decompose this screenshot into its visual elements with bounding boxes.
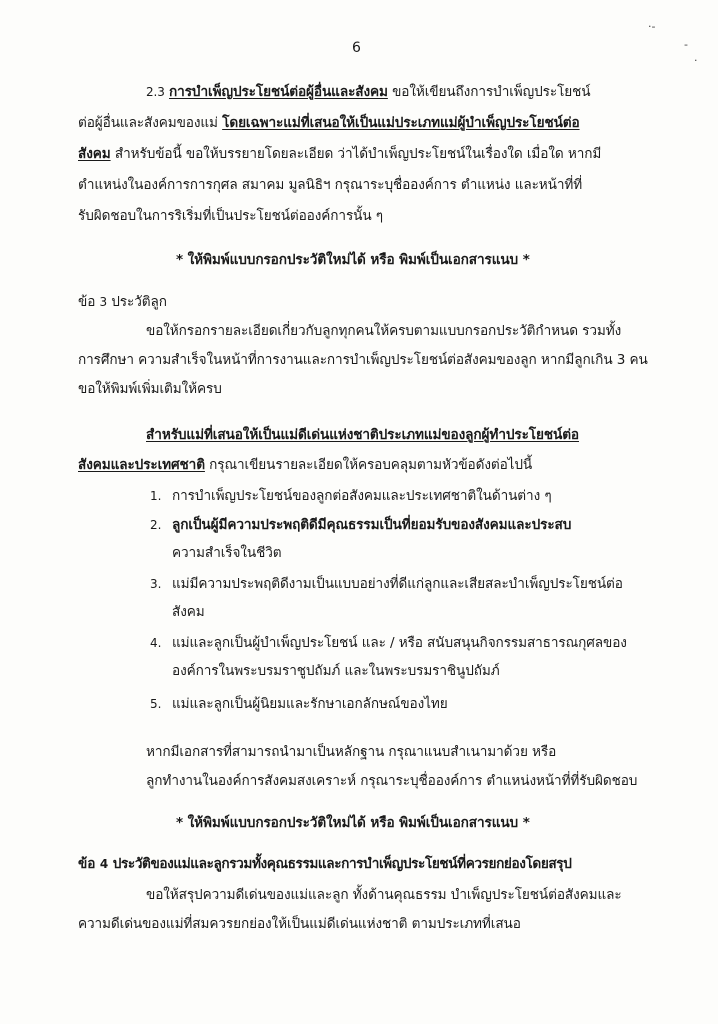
text-run: สำหรับข้อนี้ ขอให้บรรยายโดยละเอียด ว่าได้บำเพ็ญประโยชน์ในเรื่องใด เมื่อใด หากมี (110, 146, 602, 162)
section-2-3-line-4: ตำแหน่งในองค์การการกุศล สมาคม มูลนิธิฯ กรุณาระบุชื่อองค์การ ตำแหน่ง และหน้าที่ที่ (78, 177, 583, 193)
subsection-line-2 (78, 455, 532, 475)
list-item: แม่มีความประพฤติดีงามเป็นแบบอย่างที่ดีแก่ลูกและเสียสละบำเพ็ญประโยชน์ต่อ (172, 576, 623, 592)
list-item: ลูกเป็นผู้มีความประพฤติดีมีคุณธรรมเป็นที่ยอมรับของสังคมและประสบ (172, 517, 572, 533)
list-item-continuation: สังคม (172, 604, 205, 620)
text-run: ต่อผู้อื่นและสังคมของแม่ (78, 115, 223, 131)
scan-mark: · (694, 54, 698, 67)
paragraph-line: หากมีเอกสารที่สามารถนำมาเป็นหลักฐาน กรุณาแนบสำเนามาด้วย หรือ (146, 744, 557, 760)
list-item: การบำเพ็ญประโยชน์ของลูกต่อสังคมและประเทศชาติในด้านต่าง ๆ (172, 488, 552, 504)
section-heading: การบำเพ็ญประโยชน์ต่อผู้อื่นและสังคม (169, 84, 388, 100)
section-title: ประวัติลูก (111, 294, 167, 310)
scan-mark: - (684, 38, 688, 51)
paragraph-line: ขอให้พิมพ์เพิ่มเติมให้ครบ (78, 381, 222, 397)
list-item-continuation: องค์การในพระบรมราชูปถัมภ์ และในพระบรมราชินูปถัมภ์ (172, 663, 500, 679)
page-number: 6 (352, 40, 361, 56)
subsection-heading: สำหรับแม่ที่เสนอให้เป็นแม่ดีเด่นแห่งชาติประเภทแม่ของลูกผู้ทำประโยชน์ต่อ (146, 427, 579, 443)
text-run: กรุณาเขียนรายละเอียดให้ครอบคลุมตามหัวข้อดังต่อไปนี้ (204, 457, 533, 473)
list-item: แม่และลูกเป็นผู้นิยมและรักษาเอกลักษณ์ของไทย (172, 696, 448, 712)
emphasis-text: โดยเฉพาะแม่ที่เสนอให้เป็นแม่ประเภทแม่ผู้บำเพ็ญประโยชน์ต่อ (222, 115, 580, 131)
section-2-3-line-3 (78, 144, 601, 164)
list-number: 1. (150, 489, 162, 503)
section-label: ข้อ (78, 856, 96, 872)
section-number: 2.3 (146, 85, 165, 99)
paragraph-line: ลูกทำงานในองค์การสังคมสงเคราะห์ กรุณาระบุชื่อองค์การ ตำแหน่งหน้าที่ที่รับผิดชอบ (146, 773, 638, 789)
scan-mark: ·- (648, 20, 656, 33)
section-2-3-line-1 (146, 82, 590, 102)
section-4-heading (78, 854, 571, 874)
emphasis-text: สังคมและประเทศชาติ (78, 457, 205, 473)
paragraph-line: ขอให้สรุปความดีเด่นของแม่และลูก ทั้งด้านคุณธรรม บำเพ็ญประโยชน์ต่อสังคมและ (146, 887, 622, 903)
section-2-3-line-5: รับผิดชอบในการริเริ่มที่เป็นประโยชน์ต่อองค์การนั้น ๆ (78, 208, 383, 224)
list-number: 5. (150, 697, 162, 711)
section-title: ประวัติของแม่และลูกรวมทั้งคุณธรรมและการบำเพ็ญประโยชน์ที่ควรยกย่องโดยสรุป (112, 856, 572, 872)
list-number: 4. (150, 636, 162, 650)
paragraph-line: การศึกษา ความสำเร็จในหน้าที่การงานและการบำเพ็ญประโยชน์ต่อสังคมของลูก หากมีลูกเกิน 3 คน (78, 352, 648, 368)
print-note: * ให้พิมพ์แบบกรอกประวัติใหม่ได้ หรือ พิมพ์เป็นเอกสารแนบ * (176, 252, 530, 268)
section-number: 3 (99, 295, 108, 309)
section-label: ข้อ (78, 294, 96, 310)
list-item: แม่และลูกเป็นผู้บำเพ็ญประโยชน์ และ / หรือ สนับสนุนกิจกรรมสาธารณกุศลของ (172, 635, 627, 651)
list-number: 3. (150, 577, 162, 591)
text-run: ขอให้เขียนถึงการบำเพ็ญประโยชน์ (387, 84, 591, 100)
paragraph-line: ขอให้กรอกรายละเอียดเกี่ยวกับลูกทุกคนให้ครบตามแบบกรอกประวัติกำหนด รวมทั้ง (146, 323, 622, 339)
section-2-3-line-2 (78, 113, 580, 133)
emphasis-text: สังคม (78, 146, 111, 162)
paragraph-line: ความดีเด่นของแม่ที่สมควรยกย่องให้เป็นแม่ดีเด่นแห่งชาติ ตามประเภทที่เสนอ (78, 916, 521, 932)
section-3-heading (78, 292, 167, 312)
list-number: 2. (150, 518, 162, 532)
print-note: * ให้พิมพ์แบบกรอกประวัติใหม่ได้ หรือ พิมพ์เป็นเอกสารแนบ * (176, 815, 530, 831)
section-number: 4 (99, 857, 109, 871)
list-item-continuation: ความสำเร็จในชีวิต (172, 545, 282, 561)
